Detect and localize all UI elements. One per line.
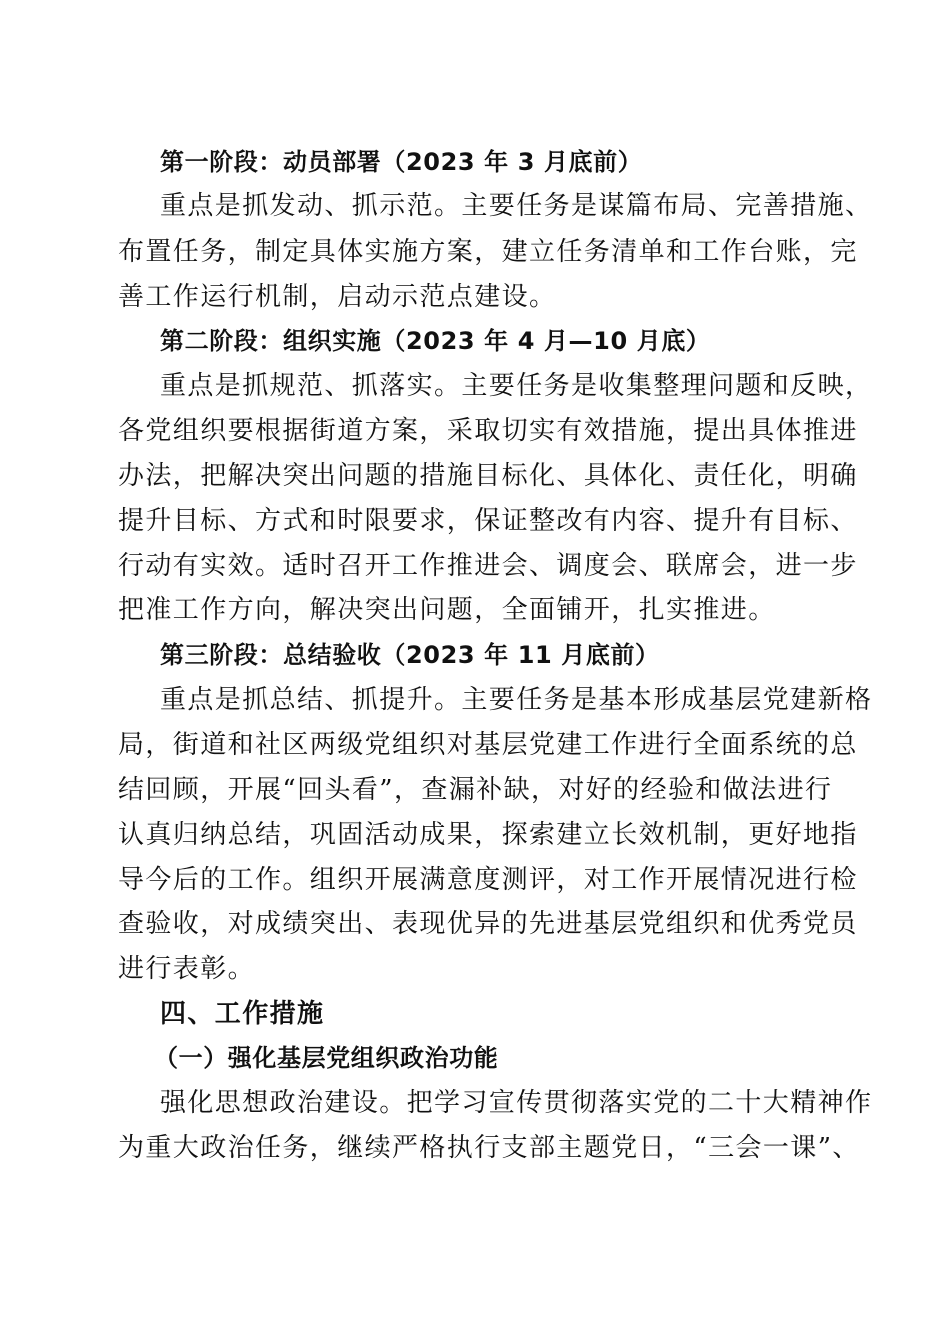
phase1-paragraph-line: 布置任务，制定具体实施方案，建立任务清单和工作台账，完 xyxy=(118,237,858,267)
phase2-paragraph-line: 行动有实效。适时召开工作推进会、调度会、联席会，进一步 xyxy=(118,551,858,581)
section4-subheading: （一）强化基层党组织政治功能 xyxy=(154,1044,499,1072)
phase2-paragraph-line: 各党组织要根据街道方案，采取切实有效措施，提出具体推进 xyxy=(118,416,858,446)
phase3-paragraph-line: 导今后的工作。组织开展满意度测评，对工作开展情况进行检 xyxy=(118,865,858,895)
phase2-paragraph-line: 办法，把解决突出问题的措施目标化、具体化、责任化，明确 xyxy=(118,461,858,491)
phase1-paragraph-line: 重点是抓发动、抓示范。主要任务是谋篇布局、完善措施、 xyxy=(160,191,873,221)
phase3-paragraph-line: 进行表彰。 xyxy=(118,954,256,984)
phase3-paragraph-line: 查验收，对成绩突出、表现优异的先进基层党组织和优秀党员 xyxy=(118,909,858,939)
phase3-paragraph-line: 结回顾，开展“回头看”，查漏补缺，对好的经验和做法进行 xyxy=(118,775,833,805)
section4-paragraph-line: 为重大政治任务，继续严格执行支部主题党日，“三会一课”、 xyxy=(118,1133,860,1163)
section4-paragraph-line: 强化思想政治建设。把学习宣传贯彻落实党的二十大精神作 xyxy=(160,1088,873,1118)
phase3-paragraph-line: 局，街道和社区两级党组织对基层党建工作进行全面系统的总 xyxy=(118,730,858,760)
phase1-paragraph-line: 善工作运行机制，启动示范点建设。 xyxy=(118,282,557,312)
phase2-paragraph-line: 重点是抓规范、抓落实。主要任务是收集整理问题和反映， xyxy=(160,371,873,401)
phase1-heading: 第一阶段：动员部署（2023 年 3 月底前） xyxy=(160,148,643,176)
phase3-paragraph-line: 重点是抓总结、抓提升。主要任务是基本形成基层党建新格 xyxy=(160,685,873,715)
phase2-paragraph-line: 把准工作方向，解决突出问题，全面铺开，扎实推进。 xyxy=(118,595,776,625)
phase3-paragraph-line: 认真归纳总结，巩固活动成果，探索建立长效机制，更好地指 xyxy=(118,820,858,850)
phase2-heading: 第二阶段：组织实施（2023 年 4 月—10 月底） xyxy=(160,327,711,355)
section4-heading: 四、工作措施 xyxy=(160,999,325,1029)
phase3-heading: 第三阶段：总结验收（2023 年 11 月底前） xyxy=(160,641,660,669)
phase2-paragraph-line: 提升目标、方式和时限要求，保证整改有内容、提升有目标、 xyxy=(118,506,858,536)
